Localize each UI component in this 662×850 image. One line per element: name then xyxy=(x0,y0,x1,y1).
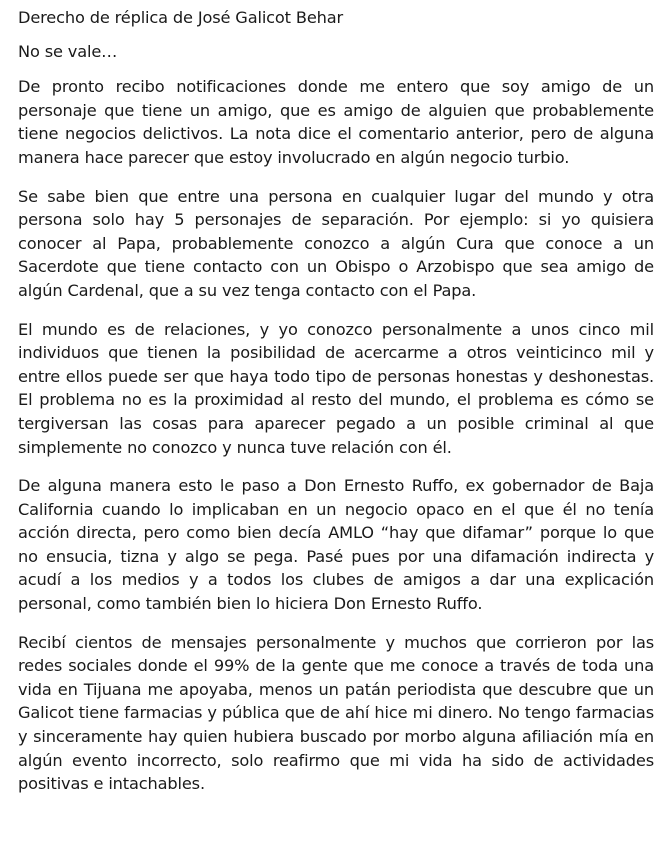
paragraph-1: De pronto recibo notificaciones donde me entero que soy amigo de un personaje que tiene un amigo, que es amigo de alguien que probablemente tiene negocios delictivos. La nota dice el comentario anterior, pero de alguna manera hace parecer que estoy involucrado en algún negocio turbio. xyxy=(18,77,654,167)
paragraph-3: El mundo es de relaciones, y yo conozco personalmente a unos cinco mil individuos que tienen la posibilidad de acercarme a otros veinticinco mil y entre ellos puede ser que haya todo tipo de personas honestas y deshonestas. El problema no es la proximidad al resto del mundo, el problema es cómo se tergiversan las cosas para aparecer pegado a un posible criminal al que simplemente no conozco y nunca tuve relación con él. xyxy=(18,319,654,457)
paragraph-5: Recibí cientos de mensajes personalmente y muchos que corrieron por las redes sociales donde el 99% de la gente que me conoce a través de toda una vida en Tijuana me apoyaba, menos un patán periodista que descubre que un Galicot tiene farmacias y pública que de ahí hice mi dinero. No tengo farmacias y sinceramente hay quien hubiera buscado por morbo alguna afiliación mía en algún evento incorrecto, solo reafirmo que mi vida ha sido de actividades positivas e intachables. xyxy=(18,632,654,794)
paragraph-4: De alguna manera esto le paso a Don Ernesto Ruffo, ex gobernador de Baja California cuando lo implicaban en un negocio opaco en el que él no tenía acción directa, pero como bien decía AMLO “hay que difamar” porque lo que no ensucia, tizna y algo se pega. Pasé pues por una difamación indirecta y acudí a los medios y a todos los clubes de amigos a dar una explicación personal, como también bien lo hiciera Don Ernesto Ruffo. xyxy=(18,476,654,614)
paragraph-2: Se sabe bien que entre una persona en cualquier lugar del mundo y otra persona solo hay 5 personajes de separación. Por ejemplo: si yo quisiera conocer al Papa, probablemente conozco a algún Cura que conoce a un Sacerdote que tiene contacto con un Obispo o Arzobispo que sea amigo de algún Cardenal, que a su vez tenga contacto con el Papa. xyxy=(18,186,654,300)
document-title: Derecho de réplica de José Galicot Behar xyxy=(18,8,344,27)
document-subtitle: No se vale… xyxy=(18,41,118,61)
